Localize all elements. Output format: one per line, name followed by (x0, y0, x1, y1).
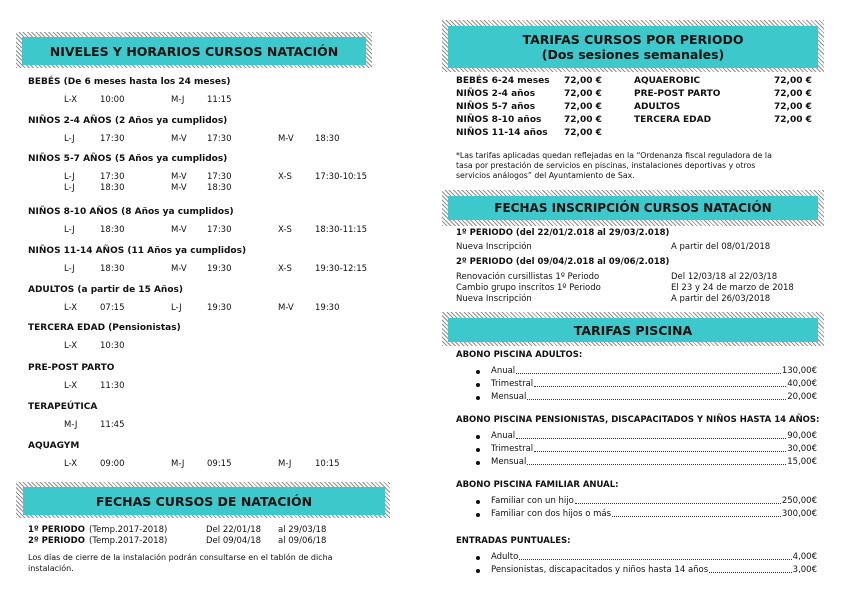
inscription-date: El 23 y 24 de marzo de 2018 (671, 283, 794, 293)
pool-title (448, 318, 818, 342)
course-fee-name: BEBÉS 6-24 meses (456, 76, 550, 86)
course-fee-price: 72,00 € (774, 102, 812, 112)
schedule-time: 10:00 (100, 95, 125, 105)
dot-leader (534, 386, 786, 387)
bullet-icon (476, 513, 480, 517)
schedule-time: 11:15 (207, 95, 232, 105)
period-1-header: 1º PERIODO (del 22/01/2.018 al 29/03/2.018) (456, 228, 670, 238)
course-fee-name: ADULTOS (634, 102, 681, 112)
schedule-days: L-X (64, 95, 78, 105)
pool-fee-row (491, 444, 817, 454)
course-fee-price: 72,00 € (564, 89, 602, 99)
level-category-label: ADULTOS (a partir de 15 Años) (28, 285, 183, 295)
pool-fee-name: Anual (491, 366, 516, 376)
course-fee-price: 72,00 € (774, 89, 812, 99)
fees-title-line-2: (Dos sesiones semanales) (541, 47, 725, 62)
schedule-time: 17:30 (207, 134, 232, 144)
fees-title (448, 26, 818, 68)
pool-fee-price: 4,00€ (792, 552, 817, 562)
inscription-title-text: FECHAS INSCRIPCIÓN CURSOS NATACIÓN (494, 200, 772, 215)
fees-note-line: *Las tarifas aplicadas quedan reflejadas en la “Ordenanza fiscal reguladora de la (456, 151, 772, 160)
bullet-icon (476, 461, 480, 465)
level-category-label: TERCERA EDAD (Pensionistas) (28, 323, 181, 333)
schedule-days: M-V (171, 172, 187, 182)
schedule-days: M-V (171, 134, 187, 144)
schedule-days: M-J (64, 420, 78, 430)
schedule-time: 18:30-11:15 (315, 225, 368, 235)
schedule-days: L-J (171, 303, 182, 313)
pool-fee-name: Mensual (491, 392, 527, 402)
pool-fee-row (491, 366, 817, 376)
level-category-label: NIÑOS 11-14 AÑOS (11 Años ya cumplidos) (28, 246, 247, 256)
pool-fee-row (491, 392, 817, 402)
schedule-days: M-V (278, 303, 294, 313)
pool-fee-price: 20,00€ (787, 392, 817, 402)
schedule-time: 18:30 (315, 134, 340, 144)
schedule-time: 09:15 (207, 459, 232, 469)
schedule-days: X-S (278, 264, 292, 274)
schedule-days: X-S (278, 225, 292, 235)
course-fee-price: 72,00 € (564, 76, 602, 86)
schedule-days: M-V (278, 134, 294, 144)
schedule-days: L-J (64, 134, 75, 144)
inscription-label: Cambio grupo inscritos 1º Periodo (456, 283, 601, 293)
bullet-icon (476, 448, 480, 452)
dot-leader (516, 438, 786, 439)
pool-fee-name: Mensual (491, 457, 527, 467)
pool-fee-price: 15,00€ (787, 457, 817, 467)
levels-title (22, 37, 366, 65)
fees-note-line: tasa por prestación de servicios en piscinas, instalaciones deportivas y otros (456, 161, 756, 170)
schedule-days: L-J (64, 183, 75, 193)
schedule-days: M-J (278, 459, 292, 469)
inscription-label: Nueva Inscripción (456, 294, 532, 304)
bullet-icon (476, 500, 480, 504)
pool-fee-name: Anual (491, 431, 516, 441)
schedule-time: 18:30 (100, 264, 125, 274)
dot-leader (519, 559, 791, 560)
schedule-days: L-X (64, 459, 78, 469)
pool-fee-price: 90,00€ (787, 431, 817, 441)
schedule-days: M-V (171, 264, 187, 274)
bullet-icon (476, 383, 480, 387)
pool-title-text: TARIFAS PISCINA (573, 322, 693, 338)
dot-leader (612, 516, 781, 517)
schedule-days: M-J (171, 459, 185, 469)
schedule-time: 19:30 (207, 264, 232, 274)
pool-fee-name: Trimestral (491, 379, 534, 389)
schedule-time: 17:30 (207, 225, 232, 235)
course-fee-name: NIÑOS 2-4 años (456, 89, 536, 99)
pool-group-title: ENTRADAS PUNTUALES: (456, 536, 571, 546)
dates-title (23, 487, 385, 515)
level-category-label: NIÑOS 5-7 AÑOS (5 Años ya cumplidos) (28, 154, 228, 164)
dates-title-text: FECHAS CURSOS DE NATACIÓN (95, 493, 313, 509)
inscription-date: Del 12/03/18 al 22/03/18 (671, 272, 778, 282)
schedule-days: L-J (64, 225, 75, 235)
level-category-label: AQUAGYM (28, 441, 80, 451)
dot-leader (527, 399, 786, 400)
schedule-days: M-V (171, 225, 187, 235)
schedule-time: 17:30 (207, 172, 232, 182)
pool-fee-price: 40,00€ (787, 379, 817, 389)
period-label: 2º PERIODO (28, 536, 85, 546)
pool-fee-price: 130,00€ (781, 366, 817, 376)
course-fee-name: PRE-POST PARTO (634, 89, 721, 99)
dot-leader (534, 451, 786, 452)
schedule-time: 11:45 (100, 420, 125, 430)
pool-fee-name: Familiar con dos hijos o más (491, 509, 612, 519)
dot-leader (575, 503, 781, 504)
schedule-time: 10:30 (100, 341, 125, 351)
course-fee-price: 72,00 € (774, 76, 812, 86)
course-fee-name: AQUAEROBIC (634, 76, 701, 86)
pool-group-title: ABONO PISCINA FAMILIAR ANUAL: (456, 480, 619, 490)
dot-leader (709, 572, 791, 573)
pool-fee-row (491, 509, 817, 519)
bullet-icon (476, 569, 480, 573)
level-category-label: NIÑOS 8-10 AÑOS (8 Años ya cumplidos) (28, 207, 234, 217)
inscription-date: A partir del 26/03/2018 (671, 294, 771, 304)
closing-note-line-1: Los días de cierre de la instalación podrán consultarse en el tablón de dicha (28, 553, 333, 562)
pool-fee-price: 250,00€ (781, 496, 817, 506)
level-category-label: TERAPEÚTICA (28, 402, 98, 412)
course-fee-name: NIÑOS 11-14 años (456, 128, 548, 138)
pool-fee-name: Familiar con un hijo (491, 496, 574, 506)
fees-title-line-1: TARIFAS CURSOS POR PERIODO (522, 32, 744, 47)
schedule-time: 17:30-10:15 (315, 172, 368, 182)
schedule-time: 09:00 (100, 459, 125, 469)
period-start: Del 22/01/18 (206, 525, 262, 535)
levels-title-text: NIVELES Y HORARIOS CURSOS NATACIÓN (49, 43, 339, 59)
period-2-header: 2º PERIODO (del 09/04/2.018 al 09/06/2.018) (456, 257, 670, 267)
schedule-time: 19:30-12:15 (315, 264, 368, 274)
period-end: al 29/03/18 (278, 525, 327, 535)
pool-fee-name: Trimestral (491, 444, 534, 454)
level-category-label: BEBÉS (De 6 meses hasta los 24 meses) (28, 77, 231, 87)
pool-group-title: ABONO PISCINA PENSIONISTAS, DISCAPACITADOS Y NIÑOS HASTA 14 AÑOS: (456, 415, 820, 425)
period-label: 1º PERIODO (28, 525, 85, 535)
inscription-title (448, 196, 818, 220)
schedule-time: 17:30 (100, 172, 125, 182)
schedule-time: 10:15 (315, 459, 340, 469)
schedule-time: 19:30 (315, 303, 340, 313)
course-fee-name: TERCERA EDAD (634, 115, 712, 125)
pool-fee-row (491, 379, 817, 389)
pool-group-title: ABONO PISCINA ADULTOS: (456, 350, 583, 360)
dot-leader (527, 464, 786, 465)
pool-fee-row (491, 565, 817, 575)
schedule-time: 18:30 (100, 225, 125, 235)
course-fee-name: NIÑOS 5-7 años (456, 102, 536, 112)
course-fee-name: NIÑOS 8-10 años (456, 115, 542, 125)
schedule-time: 07:15 (100, 303, 125, 313)
pool-fee-price: 30,00€ (787, 444, 817, 454)
period-season: (Temp.2017-2018) (89, 536, 168, 546)
bullet-icon (476, 435, 480, 439)
pool-fee-row (491, 431, 817, 441)
level-category-label: NIÑOS 2-4 AÑOS (2 Años ya cumplidos) (28, 116, 228, 126)
inscription-label: Renovación cursillistas 1º Periodo (456, 272, 600, 282)
schedule-days: X-S (278, 172, 292, 182)
period-start: Del 09/04/18 (206, 536, 262, 546)
schedule-days: L-X (64, 341, 78, 351)
inscription-label: Nueva Inscripción (456, 242, 532, 252)
period-end: al 09/06/18 (278, 536, 327, 546)
pool-fee-row (491, 496, 817, 506)
pool-fee-row (491, 552, 817, 562)
bullet-icon (476, 396, 480, 400)
dot-leader (516, 373, 781, 374)
course-fee-price: 72,00 € (774, 115, 812, 125)
course-fee-price: 72,00 € (564, 102, 602, 112)
schedule-time: 18:30 (100, 183, 125, 193)
closing-note-line-2: instalación. (28, 564, 74, 573)
bullet-icon (476, 556, 480, 560)
pool-fee-row (491, 457, 817, 467)
schedule-days: L-J (64, 172, 75, 182)
pool-fee-name: Adulto (491, 552, 519, 562)
course-fee-price: 72,00 € (564, 115, 602, 125)
pool-fee-name: Pensionistas, discapacitados y niños hasta 14 años (491, 565, 709, 575)
fees-note-line: servicios análogos” del Ayuntamiento de Sax. (456, 171, 635, 180)
course-fee-price: 72,00 € (564, 128, 602, 138)
inscription-date: A partir del 08/01/2018 (671, 242, 771, 252)
schedule-days: L-X (64, 381, 78, 391)
schedule-time: 19:30 (207, 303, 232, 313)
schedule-time: 11:30 (100, 381, 125, 391)
level-category-label: PRE-POST PARTO (28, 363, 115, 373)
schedule-days: M-J (171, 95, 185, 105)
schedule-time: 18:30 (207, 183, 232, 193)
schedule-days: L-J (64, 264, 75, 274)
schedule-days: M-V (171, 183, 187, 193)
pool-fee-price: 300,00€ (781, 509, 817, 519)
schedule-days: L-X (64, 303, 78, 313)
pool-fee-price: 3,00€ (792, 565, 817, 575)
schedule-time: 17:30 (100, 134, 125, 144)
period-season: (Temp.2017-2018) (89, 525, 168, 535)
bullet-icon (476, 370, 480, 374)
